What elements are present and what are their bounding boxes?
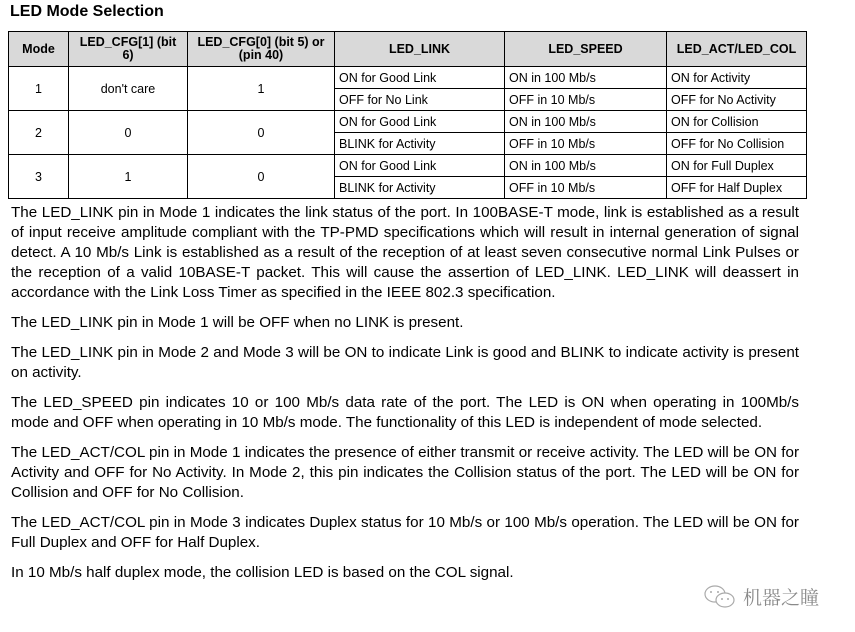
table-cell: OFF in 10 Mb/s	[505, 177, 667, 199]
table-cell: OFF in 10 Mb/s	[505, 89, 667, 111]
led-mode-table	[8, 31, 807, 199]
table-row	[9, 111, 807, 133]
table-cell: BLINK for Activity	[335, 177, 505, 199]
watermark-text: 机器之瞳	[743, 588, 820, 609]
table-cell: ON for Collision	[667, 111, 807, 133]
cell-mode: 3	[9, 155, 69, 199]
table-cell: OFF for No Activity	[667, 89, 807, 111]
column-header: LED_SPEED	[505, 32, 667, 67]
cell-mode: 2	[9, 111, 69, 155]
table-cell: OFF for Half Duplex	[667, 177, 807, 199]
paragraph: The LED_SPEED pin indicates 10 or 100 Mb/s data rate of the port. The LED is ON when operating in 100Mb/s mode and OFF when operating in 10 Mb/s mode. The functionality of this LED is independent of mode selected.	[11, 394, 799, 431]
table-cell: ON for Good Link	[335, 67, 505, 89]
table-cell: OFF for No Collision	[667, 133, 807, 155]
cell-mode: 1	[9, 67, 69, 111]
table-cell: ON in 100 Mb/s	[505, 111, 667, 133]
table-cell: BLINK for Activity	[335, 133, 505, 155]
cell-cfg0: 0	[188, 155, 335, 199]
column-header: LED_CFG[0] (bit 5) or (pin 40)	[188, 32, 335, 67]
cell-cfg1: 1	[69, 155, 188, 199]
column-header: LED_ACT/LED_COL	[667, 32, 807, 67]
paragraph: The LED_LINK pin in Mode 1 will be OFF when no LINK is present.	[11, 314, 464, 331]
table-row	[9, 155, 807, 177]
cell-cfg1: 0	[69, 111, 188, 155]
wechat-icon	[703, 584, 737, 610]
table-cell: OFF in 10 Mb/s	[505, 133, 667, 155]
cell-cfg1: don't care	[69, 67, 188, 111]
table-row	[9, 67, 807, 89]
paragraph: The LED_ACT/COL pin in Mode 3 indicates Duplex status for 10 Mb/s or 100 Mb/s operation. The LED will be ON for Full Duplex and OFF for Half Duplex.	[11, 514, 799, 551]
paragraph: The LED_ACT/COL pin in Mode 1 indicates the presence of either transmit or receive activity. The LED will be ON for Activity and OFF for No Activity. In Mode 2, this pin indicates the Collision status of the port. The LED will be ON for Collision and OFF for No Collision.	[11, 444, 799, 501]
column-header: LED_CFG[1] (bit 6)	[69, 32, 188, 67]
column-header: LED_LINK	[335, 32, 505, 67]
cell-cfg0: 1	[188, 67, 335, 111]
table-cell: ON for Good Link	[335, 111, 505, 133]
table-cell: OFF for No Link	[335, 89, 505, 111]
column-header: Mode	[9, 32, 69, 67]
table-cell: ON for Good Link	[335, 155, 505, 177]
body-text	[11, 203, 799, 593]
table-cell: ON for Activity	[667, 67, 807, 89]
watermark	[703, 583, 819, 610]
paragraph: In 10 Mb/s half duplex mode, the collision LED is based on the COL signal.	[11, 564, 514, 581]
paragraph: The LED_LINK pin in Mode 1 indicates the link status of the port. In 100BASE-T mode, link is established as a result of input receive amplitude compliant with the TP-PMD specifications which will result in internal generation of signal detect. A 10 Mb/s Link is established as a result of the reception of at least seven consecutive normal Link Pulses or the reception of a valid 10BASE-T packet. This will cause the assertion of LED_LINK. LED_LINK will deassert in accordance with the Link Loss Timer as specified in the IEEE 802.3 specification.	[11, 204, 799, 301]
table-cell: ON in 100 Mb/s	[505, 67, 667, 89]
cell-cfg0: 0	[188, 111, 335, 155]
table-cell: ON in 100 Mb/s	[505, 155, 667, 177]
section-title: LED Mode Selection	[10, 3, 164, 20]
table-cell: ON for Full Duplex	[667, 155, 807, 177]
paragraph: The LED_LINK pin in Mode 2 and Mode 3 will be ON to indicate Link is good and BLINK to indicate activity is present on activity.	[11, 344, 799, 381]
